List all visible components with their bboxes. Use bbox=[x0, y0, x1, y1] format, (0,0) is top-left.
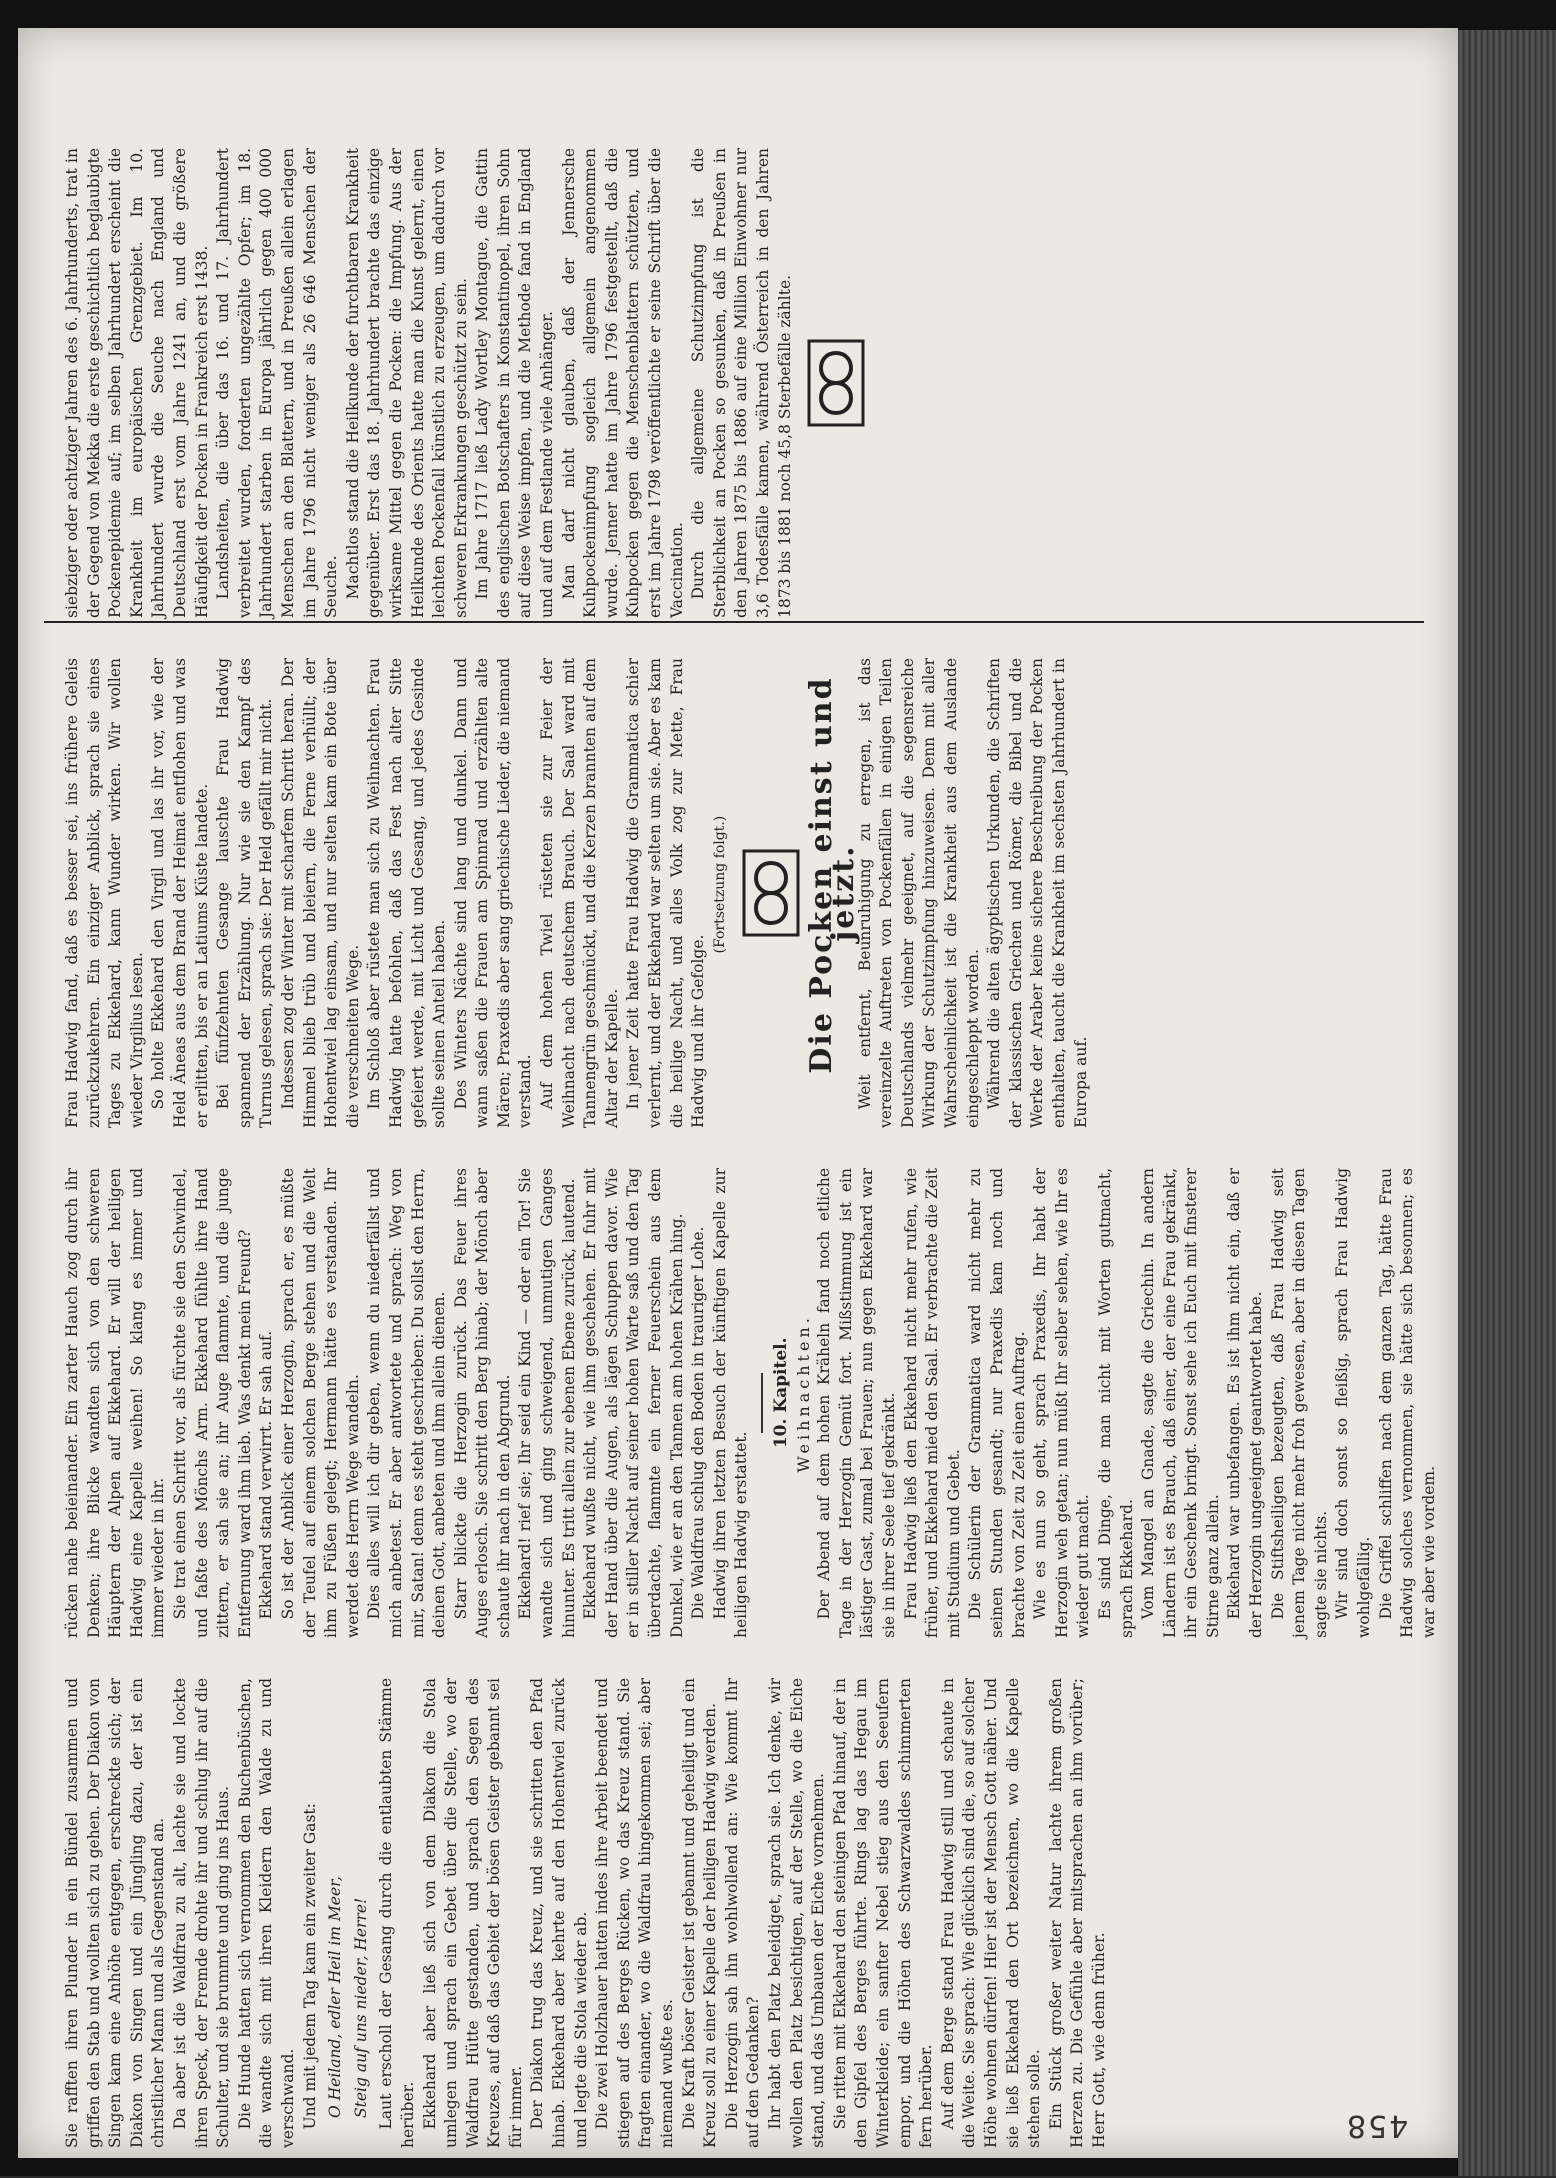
poem-line: Steig auf uns nieder, Herre! bbox=[351, 1897, 370, 2118]
paragraph: Die Schülerin der Grammatica ward nicht mehr zu seinen Stunden gesandt; nur Praxedis kam noch und brachte von Zeit zu Zeit einen Auftrag. bbox=[966, 1168, 1028, 1638]
column-divider bbox=[44, 621, 1424, 623]
knot-ornament-icon bbox=[741, 848, 801, 938]
paragraph: Auf dem hohen Twiel rüsteten sie zur Feier der Weihnacht nach deutschem Brauch. Der Saal ward mit Tannengrün geschmückt, und die Kerzen brannten auf dem Altar der Kapelle. bbox=[538, 658, 621, 1128]
paragraph: Landsheiten, die über das 16. und 17. Jahrhundert verbreitet wurden, forderten ungezählte Opfer; im 18. Jahrhundert starben in Europa jährlich gegen 400 000 Menschen an den Blattern, und in Preußen allein erlagen im Jahre 1796 nicht weniger als 26 646 Menschen der Seuche. bbox=[214, 148, 341, 618]
paragraph: Laut erscholl der Gesang durch die entlaubten Stämme herüber. bbox=[377, 1678, 417, 2148]
paragraph: Hadwig ihren letzten Besuch der künftigen Kapelle zur heiligen Hadwig erstattet. bbox=[710, 1168, 751, 1638]
paragraph: Sie rafften ihren Plunder in ein Bündel zusammen und griffen den Stab und wollten sich zu gehen. Der Diakon von Singen kam eine Anhöhe entgegen, erschreckte sich; der Diakon von Singen und ein Jüngling dazu, der ist ein christlicher Mann und als Gegenstand an. bbox=[63, 1678, 168, 2148]
paragraph: Auf dem Berge stand Frau Hadwig still und schaute in die Weite. Sie sprach: Wie glücklich sind die, so auf solcher Höhe wohnen dürfen! Hier ist der Mensch Gott näher. Und sie ließ Ekkehard den Ort bezeichnen, wo die Kapelle stehen solle. bbox=[938, 1678, 1044, 2148]
paragraph: Ekkehard wußte nicht, wie ihm geschehen. Er fuhr mit der Hand über die Augen, als lägen Schuppen davor. Wie er in stiller Nacht auf seiner hohen Warte saß und den Tag überdachte, flammte ein ferner Feuerschein aus dem Dunkel, wie er an den Tannen am hohen Krähen hing. bbox=[581, 1168, 686, 1638]
paragraph: Der Abend auf dem hohen Kräheln fand noch etliche Tage in der Herzogin Gemüt fort. Mißstimmung ist ein lästiger Gast, zumal bei Frauen; nun gegen Ekkehard war sie in ihrer Seele tief gekränkt. bbox=[815, 1168, 898, 1638]
column-4 bbox=[62, 148, 876, 618]
paragraph: Sie ritten mit Ekkehard den steinigen Pfad hinauf, der in den Gipfel des Berges führte. Rings lag das Hegau im Winterkleide; ein sanfter Nebel stieg aus den Seeufern empor, und die Höhen des Schwarzwaldes schimmerten fern herüber. bbox=[830, 1678, 936, 2148]
paragraph: So ist der Anblick einer Herzogin, sprach er, es müßte der Teufel auf einem solchen Berge stehen und die Welt ihm zu Füßen gelegt; Hermann hätte es verstanden. Ihr werdet des Herrn Wege wandeln. bbox=[278, 1168, 362, 1638]
paragraph: siebziger oder achtziger Jahren des 6. Jahrhunderts, trat in der Gegend von Mekka die erste geschichtlich beglaubigte Pockenepidemie auf; im selben Jahrhundert erscheint die Krankheit im europäischen Grenzgebiet. Im 10. Jahrhundert wurde die Seuche nach England und Deutschland erst vom Jahre 1241 an, und die größere Häufigkeit der Pocken in Frankreich erst 1438. bbox=[63, 148, 211, 618]
paragraph: Die Griffel schliffen nach dem ganzen Tag, hätte Frau Hadwig solches vernommen, sie hätte sich besonnen; es war aber wie vordem. bbox=[1376, 1168, 1438, 1638]
paragraph: Wie es nun so geht, sprach Praxedis, Ihr habt der Herzogin weh getan; nun müßt Ihr selber sehen, wie Ihr es wieder gut macht. bbox=[1031, 1168, 1093, 1638]
paragraph: Die Hunde hatten sich vernommen den Buchenbüschen, die wandte sich mit ihren Kleidern den Walde zu und verschwand. bbox=[235, 1678, 297, 2148]
column-2 bbox=[62, 1168, 1440, 1638]
paragraph: Durch die allgemeine Schutzimpfung ist die Sterblichkeit an Pocken so gesunken, daß in Preußen in den Jahren 1875 bis 1886 auf eine Million Einwohner nur 3,6 Todesfälle kamen, während Österreich in den Jahren 1873 bis 1881 noch 45,8 Sterbefälle zählte. bbox=[689, 148, 794, 618]
paragraph: Und mit jedem Tag kam ein zweiter Gast: bbox=[300, 1803, 319, 2130]
paragraph: Sie trat einen Schritt vor, als fürchte sie den Schwindel, und faßte des Mönchs Arm. Ekkehard fühlte ihre Hand zittern, er sah sie an; ihr Auge flammte, und die junge Entfernung ward ihm lieb. Was denkt mein Freund? bbox=[170, 1168, 254, 1638]
paragraph: Während die alten ägyptischen Urkunden, die Schriften der klassischen Griechen und Römer, die Bibel und die Werke der Araber keine sichere Beschreibung der Pocken enthalten, taucht die Krankheit im sechsten Jahrhundert in Europa auf. bbox=[985, 658, 1090, 1128]
poem-line: O Heiland, edler Heil im Meer, bbox=[326, 1876, 345, 2118]
paragraph: In jener Zeit hatte Frau Hadwig die Grammatica schier verlernt, und der Ekkehard war selten um sie. Aber es kam die heilige Nacht, und alles Volk zog zur Mette, Frau Hadwig und ihr Gefolge. bbox=[624, 658, 708, 1128]
paragraph: Man darf nicht glauben, daß der Jennersche Kuhpockenimpfung sogleich allgemein angenommen wurde. Jenner hatte im Jahre 1796 festgestellt, daß die Kuhpocken gegen die Menschenblattern schützten, und erst im Jahre 1798 veröffentlichte er seine Schrift über die Vaccination. bbox=[559, 148, 686, 618]
paragraph: rücken nahe beieinander. Ein zarter Hauch zog durch ihr Denken; ihre Blicke wandten sich von den schweren Häuptern der Alpen auf Ekkehard. Er will der heiligen Hadwig eine Kapelle weihen! So klang es immer und immer wieder in ihr. bbox=[63, 1168, 168, 1638]
rotated-content bbox=[44, 78, 1444, 2178]
knot-ornament-icon bbox=[806, 338, 866, 428]
paragraph: Frau Hadwig fand, daß es besser sei, ins frühere Geleis zurückzukehren. Ein einziger Anblick, sprach sie eines Tages zu Ekkehard, kann Wunder wirken. Wir wollen wieder Virgilius lesen. bbox=[63, 658, 146, 1128]
chapter-title: Weihnachten. bbox=[793, 1314, 813, 1473]
paragraph: Die Kraft böser Geister ist gebannt und geheiligt und ein Kreuz soll zu einer Kapelle der heiligen Hadwig werden. bbox=[679, 1678, 720, 2148]
paragraph: Starr blickte die Herzogin zurück. Das Feuer ihres Auges erlosch. Sie schritt den Berg hinab; der Mönch aber schaute ihr nach in den Abgrund. bbox=[451, 1168, 513, 1638]
paragraph: Ihr habt den Platz beleidiget, sprach sie. Ich denke, wir wollen den Platz besichtigen, auf der Stelle, wo die Eiche stand, und das Umbauen der Eiche vornehmen. bbox=[766, 1678, 828, 2148]
book-binding-edge bbox=[1458, 30, 1556, 2176]
paragraph: Da aber ist die Waldfrau zu alt, lachte sie und lockte ihren Speck, der Fremde drohte ihr und schlug ihr auf die Schulter, und sie brummte und ging ins Haus. bbox=[170, 1678, 233, 2148]
paragraph: Des Winters Nächte sind lang und dunkel. Dann und wann saßen die Frauen am Spinnrad und erzählten alte Mären; Praxedis aber sang griechische Lieder, die niemand verstand. bbox=[451, 658, 535, 1128]
paragraph: Im Jahre 1717 ließ Lady Wortley Montague, die Gattin des englischen Botschafters in Konstantinopel, ihren Sohn auf diese Weise impfen, und die Methode fand in England und auf dem Festlande viele Anhänger. bbox=[473, 148, 557, 618]
newspaper-page bbox=[18, 28, 1458, 2158]
paragraph: Frau Hadwig ließ den Ekkehard nicht mehr rufen, wie früher, und Ekkehard mied den Saal. Er verbrachte die Zeit mit Studium und Gebet. bbox=[901, 1168, 963, 1638]
paragraph: Wir sind doch sonst so fleißig, sprach Frau Hadwig wohlgefällig. bbox=[1333, 1168, 1374, 1638]
paragraph: Die Waldfrau schlug den Boden in trauriger Lohe. bbox=[689, 1226, 708, 1620]
paragraph: Die Stiftsheiligen bezeugten, daß Frau Hadwig seit jenem Tage nicht mehr froh gewesen, aber in diesen Tagen sagte sie nichts. bbox=[1268, 1168, 1330, 1638]
paragraph: Die zwei Holzhauer hatten indes ihre Arbeit beendet und stiegen auf des Berges Rücken, wo das Kreuz stand. Sie fragten einander, wo die Waldfrau hingekommen sei; aber niemand wußte es. bbox=[593, 1678, 677, 2148]
section-divider bbox=[761, 1373, 763, 1433]
chapter-number: 10. Kapitel. bbox=[771, 1337, 791, 1449]
column-3 bbox=[62, 658, 1092, 1128]
article-title: Die Pocken einst und jetzt. bbox=[804, 676, 861, 1074]
paragraph: Dies alles will ich dir geben, wenn du niederfällst und mich anbetest. Er aber antwortete und sprach: Weg von mir, Satan! denn es steht geschrieben: Du sollst den Herrn, deinen Gott, anbeten und ihm allein dienen. bbox=[365, 1168, 449, 1638]
paragraph: Ekkehard aber ließ sich von dem Diakon die Stola umlegen und sprach ein Gebet über die Stelle, wo der Waldfrau Hütte gestanden, und sprach den Segen des Kreuzes, auf daß das Gebiet der bösen Geister gebannt sei für immer. bbox=[420, 1678, 525, 2148]
paragraph: Die Herzogin sah ihn wohlwollend an: Wie kommt Ihr auf den Gedanken? bbox=[722, 1678, 763, 2148]
paragraph: Vom Mangel an Gnade, sagte die Griechin. In andern Ländern ist es Brauch, daß einer, der eine Frau gekränkt, ihr ein Geschenk bringt. Sonst sehe ich Euch mit finsterer Stirne ganz allein. bbox=[1139, 1168, 1222, 1638]
column-1 bbox=[62, 1678, 1111, 2148]
paragraph: Weit entfernt, Beunruhigung zu erregen, ist das vereinzelte Auftreten von Pockenfällen in einigen Teilen Deutschlands vielmehr geeignet, auf die segensreiche Wirkung der Schutzimpfung hinzuweisen. Denn mit aller Wahrscheinlichkeit ist die Krankheit aus dem Auslande eingeschleppt worden. bbox=[855, 658, 982, 1128]
paragraph: Ein Stück großer weiter Natur lachte ihrem großen Herzen zu. Die Gefühle aber mitsprachen an ihm vorüber; Herr Gott, wie denn früher. bbox=[1046, 1678, 1108, 2148]
paragraph: Der Diakon trug das Kreuz, und sie schritten den Pfad hinab. Ekkehard aber kehrte auf den Hohentwiel zurück und legte die Stola wieder ab. bbox=[528, 1678, 590, 2148]
page-number: 458 bbox=[1345, 2108, 1409, 2143]
paragraph: Ekkehard stand verwirrt. Er sah auf. bbox=[257, 1330, 276, 1620]
paragraph: Im Schloß aber rüstete man sich zu Weihnachten. Frau Hadwig hatte befohlen, daß das Fest nach alter Sitte gefeiert werde, mit Licht und Gesang, und jedes Gesinde sollte seinen Anteil haben. bbox=[365, 658, 449, 1128]
paragraph: Indessen zog der Winter mit scharfem Schritt heran. Der Himmel blieb trüb und bleiern, die Ferne verhüllt; der Hohentwiel lag einsam, und nur selten kam ein Bote über die verschneiten Wege. bbox=[278, 658, 362, 1128]
paragraph: Machtlos stand die Heilkunde der furchtbaren Krankheit gegenüber. Erst das 18. Jahrhundert brachte das einzige wirksame Mittel gegen die Pocken: die Impfung. Aus der Heilkunde des Orients hatte man die Kunst gelernt, einen leichten Pockenfall künstlich zu erzeugen, um dadurch vor schweren Erkrankungen geschützt zu sein. bbox=[343, 148, 470, 618]
paragraph: Ekkehard! rief sie; Ihr seid ein Kind — oder ein Tor! Sie wandte sich und ging schweigend, unmutigen Ganges hinunter. Es tritt allein zur ebenen Ebene zurück, lautend. bbox=[516, 1168, 578, 1638]
paragraph: Es sind Dinge, die man nicht mit Worten gutmacht, sprach Ekkehard. bbox=[1095, 1168, 1136, 1638]
continuation-note: (Fortsetzung folgt.) bbox=[711, 815, 728, 954]
paragraph: Bei fünfzehnten Gesange lauschte Frau Hadwig spannend der Erzählung. Nur wie sie den Kampf des Turnus gelesen, sprach sie: Der Held gefällt mir nicht. bbox=[214, 658, 276, 1128]
paragraph: So holte Ekkehard den Virgil und las ihr vor, wie der Held Äneas aus dem Brand der Heimat entflohen und was er erlitten, bis er an Latiums Küste landete. bbox=[149, 658, 211, 1128]
paragraph: Ekkehard war unbefangen. Es ist ihm nicht ein, daß er der Herzogin ungeeignet geantwortet habe. bbox=[1225, 1168, 1266, 1638]
